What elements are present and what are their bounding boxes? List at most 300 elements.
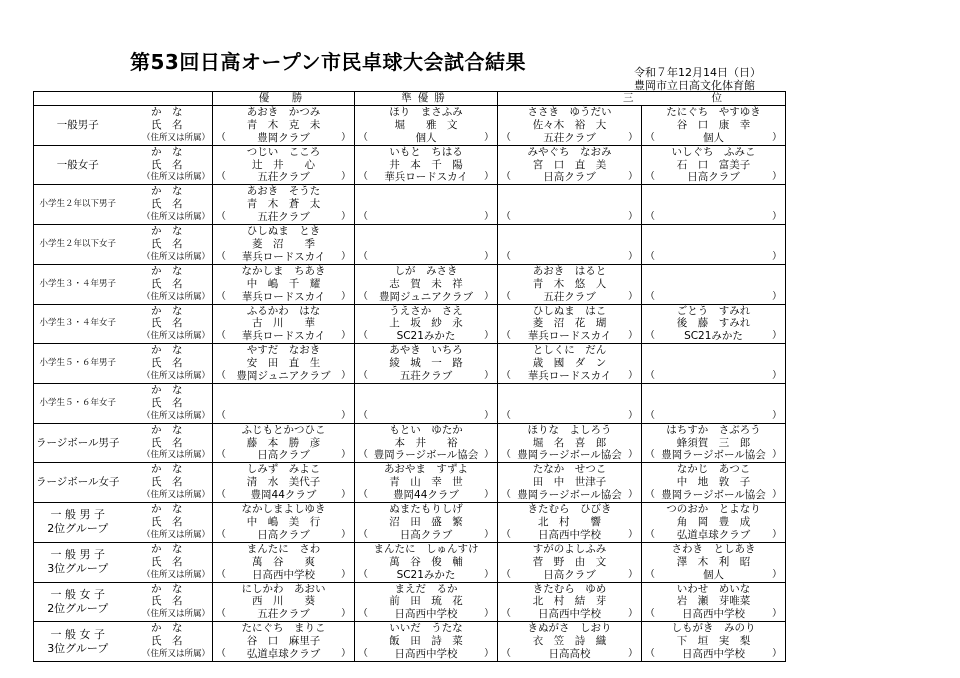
table-row [34,264,786,277]
result-kana: ぬまたもりしげ [355,503,498,516]
result-kana: ひしぬま とき [213,225,355,238]
table-row [34,622,786,635]
result-name [355,198,498,211]
paren-close: ） [341,131,351,143]
table-row [34,608,786,621]
affiliation-text: 個人 [703,568,724,581]
result-name: 安 田 直 生 [213,357,355,370]
paren-close: ） [628,568,638,580]
table-row [34,238,786,251]
header-row [34,92,786,106]
affiliation-text: 日高西中学校 [252,568,315,581]
result-affiliation [213,410,355,423]
result-affiliation [355,608,498,621]
paren-open: （ [501,608,511,620]
affiliation-text: 華兵ロードスカイ [527,370,612,383]
result-kana [642,225,786,238]
affiliation-text: 日高クラブ [543,568,596,581]
result-affiliation [642,569,786,582]
result-name: 下 垣 実 梨 [642,635,786,648]
result-name [213,397,355,410]
result-kana: すがのよしふみ [498,542,642,555]
category-label [34,383,122,423]
result-name [498,238,642,251]
header-second: 準優勝 [355,92,498,106]
paren-close: ） [772,330,782,342]
result-kana [498,185,642,198]
category-label-line: 小学生３・４年女子 [39,318,116,329]
row-label-kana: か な [151,185,183,198]
result-kana: きぬがさ しおり [498,622,642,635]
row-label-kana: か な [151,503,183,516]
page-title: 第53回日高オープン市民卓球大会試合結果 [130,50,527,74]
affiliation-text: 五荘クラブ [543,290,596,303]
paren-close: ） [484,528,494,540]
paren-open: （ [358,648,368,660]
paren-close: ） [484,409,494,421]
affiliation-text: 華兵ロードスカイ [527,330,612,343]
paren-close: ） [484,648,494,660]
row-label-name: 氏 名 [151,635,183,648]
result-name: 沼 田 盛 繁 [355,516,498,529]
result-name: 北 村 結 芽 [498,595,642,608]
paren-open: （ [358,211,368,223]
result-kana: しが みさき [355,264,498,277]
paren-close: ） [628,370,638,382]
affiliation-text: 日高西中学校 [682,608,745,621]
paren-close: ） [628,330,638,342]
result-affiliation [498,370,642,383]
row-label-kana: か な [151,463,183,476]
category-label [34,105,122,145]
result-name: 藤 本 勝 彦 [213,437,355,450]
result-name [642,238,786,251]
result-name: 堀 名 喜 郎 [498,437,642,450]
table-row [34,437,786,450]
paren-open: （ [358,290,368,302]
paren-open: （ [501,528,511,540]
result-affiliation [642,370,786,383]
paren-close: ） [484,449,494,461]
row-label-affiliation: （住所又は所属） [122,410,213,423]
result-kana [498,383,642,396]
paren-close: ） [772,250,782,262]
result-kana: ふるかわ はな [213,304,355,317]
result-kana: なかじ あつこ [642,463,786,476]
result-name: 本 井 裕 [355,437,498,450]
result-kana: さわき としあき [642,542,786,555]
affiliation-text: 五荘クラブ [543,131,596,144]
affiliation-text: 豊岡ラージボール協会 [661,449,766,462]
category-label-line: 一般女子 [56,158,99,171]
result-kana: いもと ちはる [355,145,498,158]
category-label-line: 一 般 女 子 [50,587,105,601]
result-name: 岩 瀬 芽唯菜 [642,595,786,608]
row-label-affiliation: （住所又は所属） [122,648,213,661]
paren-close: ） [341,290,351,302]
row-label-affiliation: （住所又は所属） [122,489,213,502]
result-name: 澤 木 利 昭 [642,556,786,569]
result-kana: あやき いちろ [355,344,498,357]
affiliation-text: 豊岡クラブ [257,131,310,144]
result-name: 萬 谷 爽 [213,556,355,569]
table-row [34,357,786,370]
category-label-line: 一 般 男 子 [50,548,105,562]
affiliation-text: 日高クラブ [257,449,310,462]
paren-close: ） [772,648,782,660]
paren-close: ） [628,171,638,183]
table-row [34,225,786,238]
result-name: 蜂須賀 三 郎 [642,437,786,450]
result-kana: たなか せつこ [498,463,642,476]
result-affiliation [498,132,642,145]
result-affiliation [355,569,498,582]
result-affiliation [213,569,355,582]
paren-close: ） [484,131,494,143]
result-kana: ほりな よしろう [498,423,642,436]
result-kana: あおき はると [498,264,642,277]
row-label-affiliation: （住所又は所属） [122,608,213,621]
row-label-name: 氏 名 [151,357,183,370]
paren-close: ） [628,648,638,660]
paren-close: ） [628,608,638,620]
category-label-line: 小学生３・４年男子 [39,278,116,289]
result-name: 前 田 琉 花 [355,595,498,608]
paren-close: ） [484,568,494,580]
paren-close: ） [484,608,494,620]
result-kana: ふじもとかつひこ [213,423,355,436]
result-affiliation [498,489,642,502]
paren-open: （ [358,250,368,262]
result-kana: つじい こころ [213,145,355,158]
affiliation-text: 五荘クラブ [257,171,310,184]
result-affiliation [213,211,355,224]
paren-close: ） [341,608,351,620]
paren-close: ） [341,211,351,223]
result-name [642,278,786,291]
header-third-a: 三 [498,92,642,106]
result-name: 谷 口 麻里子 [213,635,355,648]
row-label-affiliation: （住所又は所属） [122,370,213,383]
result-name: 志 賀 未 祥 [355,278,498,291]
paren-open: （ [501,409,511,421]
result-kana [355,185,498,198]
paren-close: ） [772,528,782,540]
affiliation-text: 豊岡ラージボール協会 [517,449,622,462]
result-affiliation [498,449,642,462]
affiliation-text: 五荘クラブ [257,608,310,621]
affiliation-text: 日高クラブ [257,528,310,541]
table-row [34,542,786,555]
paren-close: ） [484,489,494,501]
table-row [34,211,786,224]
category-label [34,463,122,503]
row-label-affiliation: （住所又は所属） [122,330,213,343]
paren-close: ） [341,568,351,580]
category-label-line: 小学生５・６年男子 [39,358,116,369]
result-affiliation [213,132,355,145]
result-kana: なかしまよしゆき [213,503,355,516]
result-affiliation [355,449,498,462]
table-row [34,595,786,608]
result-affiliation [355,489,498,502]
result-affiliation [213,330,355,343]
result-kana: きたむら ひびき [498,503,642,516]
paren-close: ） [484,290,494,302]
paren-open: （ [216,449,226,461]
category-label-line: ラージボール女子 [35,476,120,489]
paren-open: （ [358,370,368,382]
result-name: 衣 笠 詩 織 [498,635,642,648]
result-affiliation [498,291,642,304]
result-affiliation [642,489,786,502]
event-venue: 豊岡市立日高文化体育館 [634,79,755,92]
paren-close: ） [772,370,782,382]
paren-open: （ [645,409,655,421]
result-kana [355,383,498,396]
result-affiliation [355,171,498,184]
result-kana: やすだ なおき [213,344,355,357]
paren-close: ） [772,449,782,461]
result-name [355,397,498,410]
header-first: 優 勝 [213,92,355,106]
result-affiliation [498,330,642,343]
category-label-line: 一般男子 [56,118,99,131]
row-label-name: 氏 名 [151,237,183,250]
result-affiliation [213,291,355,304]
result-name: 萬 谷 俊 輔 [355,556,498,569]
result-name [498,198,642,211]
category-label-line: 2位グループ [47,522,109,536]
table-row [34,105,786,118]
affiliation-text: 五荘クラブ [399,370,453,383]
result-name: 上 坂 紗 永 [355,317,498,330]
result-affiliation [642,449,786,462]
category-label [34,423,122,463]
result-affiliation [355,648,498,661]
row-label-name: 氏 名 [151,555,183,568]
result-name [355,238,498,251]
affiliation-text: 日高西中学校 [394,648,458,661]
paren-open: （ [216,290,226,302]
row-label-affiliation: （住所又は所属） [122,132,213,145]
result-affiliation [213,608,355,621]
table-row [34,159,786,172]
paren-open: （ [216,648,226,660]
paren-open: （ [501,131,511,143]
result-kana: たにぐち まりこ [213,622,355,635]
affiliation-text: 日高西中学校 [538,608,601,621]
table-row [34,556,786,569]
result-kana: つのおか とよなり [642,503,786,516]
paren-close: ） [628,211,638,223]
row-label-kana: か な [151,542,183,555]
paren-open: （ [216,250,226,262]
table-row [34,410,786,423]
table-row [34,423,786,436]
table-row [34,304,786,317]
result-affiliation [213,370,355,383]
table-row [34,330,786,343]
paren-close: ） [628,489,638,501]
category-label [34,582,122,622]
paren-open: （ [501,171,511,183]
paren-open: （ [645,250,655,262]
result-name: 青 木 悠 人 [498,278,642,291]
row-label-kana: か な [151,423,183,436]
table-row [34,489,786,502]
category-label-line: 小学生５・６年女子 [39,397,116,408]
paren-close: ） [341,171,351,183]
result-kana: あおき そうた [213,185,355,198]
table-row [34,635,786,648]
result-kana: にしかわ あおい [213,582,355,595]
result-affiliation [213,648,355,661]
result-affiliation [213,251,355,264]
result-name: 堀 雅 文 [355,119,498,132]
row-label-kana: か な [151,304,183,317]
result-kana [642,383,786,396]
row-label-kana: か な [151,105,183,118]
row-label-kana: か な [151,344,183,357]
result-kana [498,225,642,238]
paren-open: （ [216,608,226,620]
result-name: 綾 城 一 路 [355,357,498,370]
result-kana: たにぐち やすゆき [642,105,786,118]
paren-open: （ [501,330,511,342]
result-name: 北 村 響 [498,516,642,529]
result-name: 青 木 蒼 太 [213,198,355,211]
result-kana: しもがき みのり [642,622,786,635]
result-affiliation [355,291,498,304]
result-name: 谷 口 康 幸 [642,119,786,132]
table-row [34,569,786,582]
result-kana: はちすか さぶろう [642,423,786,436]
category-label-line: 小学生２年以下女子 [39,238,116,249]
result-name: 井 本 千 陽 [355,159,498,172]
result-name: 古 川 華 [213,317,355,330]
paren-open: （ [358,171,368,183]
paren-open: （ [358,131,368,143]
paren-close: ） [628,449,638,461]
row-label-affiliation: （住所又は所属） [122,291,213,304]
row-label-kana: か な [151,145,183,158]
result-affiliation [355,410,498,423]
row-label-name: 氏 名 [151,277,183,290]
result-kana [642,264,786,277]
paren-open: （ [216,171,226,183]
paren-close: ） [484,171,494,183]
paren-open: （ [358,449,368,461]
result-affiliation [498,251,642,264]
row-label-name: 氏 名 [151,595,183,608]
affiliation-text: 日高クラブ [543,171,596,184]
paren-open: （ [358,489,368,501]
table-row [34,185,786,198]
table-row [34,278,786,291]
row-label-name: 氏 名 [151,118,183,131]
result-kana: うえさか さえ [355,304,498,317]
paren-open: （ [645,568,655,580]
table-row [34,370,786,383]
result-name: 菱 沼 季 [213,238,355,251]
paren-open: （ [216,489,226,501]
paren-open: （ [645,489,655,501]
result-affiliation [642,648,786,661]
affiliation-text: 個人 [415,131,437,144]
result-kana: しみず みよこ [213,463,355,476]
paren-close: ） [341,409,351,421]
paren-open: （ [358,409,368,421]
row-label-name: 氏 名 [151,198,183,211]
result-kana: きたむら ゆめ [498,582,642,595]
paren-open: （ [645,131,655,143]
paren-open: （ [501,370,511,382]
paren-close: ） [772,211,782,223]
paren-open: （ [501,568,511,580]
row-label-affiliation: （住所又は所属） [122,529,213,542]
result-kana [642,185,786,198]
table-row [34,529,786,542]
paren-close: ） [628,409,638,421]
category-label [34,344,122,384]
table-row [34,582,786,595]
affiliation-text: SC21みかた [396,330,456,343]
result-kana: まえだ るか [355,582,498,595]
result-affiliation [213,529,355,542]
row-label-affiliation: （住所又は所属） [122,449,213,462]
paren-close: ） [628,290,638,302]
row-label-kana: か な [151,264,183,277]
result-name: 菅 野 由 文 [498,556,642,569]
result-name [498,397,642,410]
header-third-b: 位 [642,92,786,106]
result-affiliation [355,370,498,383]
paren-close: ） [484,211,494,223]
paren-open: （ [358,330,368,342]
result-name: 菱 沼 花 瑚 [498,317,642,330]
result-kana [642,344,786,357]
table-row [34,476,786,489]
row-label-affiliation: （住所又は所属） [122,251,213,264]
result-kana: ひしぬま はこ [498,304,642,317]
affiliation-text: 豊岡ジュニアクラブ [379,290,473,303]
result-name: 中 嶋 美 行 [213,516,355,529]
result-affiliation [642,251,786,264]
paren-open: （ [216,568,226,580]
row-label-name: 氏 名 [151,396,183,409]
paren-open: （ [216,211,226,223]
result-name: 飯 田 詩 菜 [355,635,498,648]
table-row [34,317,786,330]
paren-open: （ [645,290,655,302]
category-label [34,304,122,344]
result-name: 石 口 富美子 [642,159,786,172]
category-label [34,264,122,304]
result-name: 田 中 世津子 [498,476,642,489]
results-table [33,91,786,662]
affiliation-text: 豊岡44クラブ [393,489,459,502]
result-name: 佐々木 裕 大 [498,119,642,132]
row-label-name: 氏 名 [151,516,183,528]
result-kana [355,225,498,238]
paren-open: （ [645,449,655,461]
result-kana: もとい ゆたか [355,423,498,436]
paren-close: ） [772,290,782,302]
paren-open: （ [501,211,511,223]
affiliation-text: 豊岡ラージボール協会 [517,489,622,502]
affiliation-text: 五荘クラブ [257,211,310,224]
